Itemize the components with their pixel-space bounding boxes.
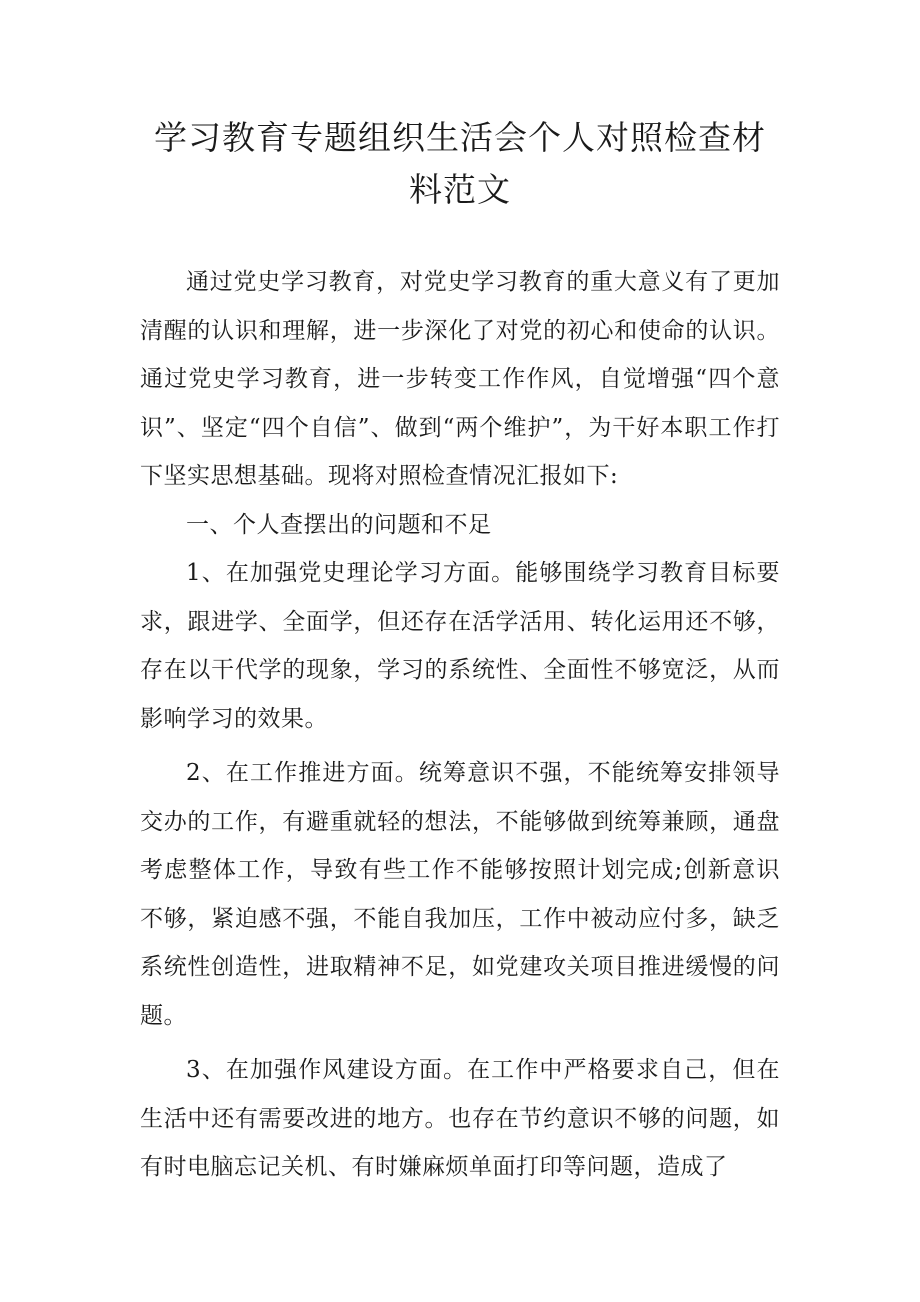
problem-item-2: 2、在工作推进方面。统筹意识不强，不能统筹安排领导交办的工作，有避重就轻的想法，不能够做到统筹兼顾，通盘考虑整体工作，导致有些工作不能够按照计划完成;创新意识不够，紧迫感不强，不能自我加压，工作中被动应付多，缺乏系统性创造性，进取精神不足，如党建攻关项目推进缓慢的问题。: [140, 760, 780, 1029]
document-body: [140, 258, 780, 1192]
section-heading: 一、个人查摆出的问题和不足: [186, 511, 492, 538]
problem-item-1: 1、在加强党史理论学习方面。能够围绕学习教育目标要求，跟进学、全面学，但还存在活学活用、转化运用还不够，存在以干代学的现象，学习的系统性、全面性不够宽泛，从而影响学习的效果。: [140, 560, 780, 732]
problem-item-3: 3、在加强作风建设方面。在工作中严格要求自己，但在生活中还有需要改进的地方。也存在节约意识不够的问题，如有时电脑忘记关机、有时嫌麻烦单面打印等问题，造成了: [140, 1057, 780, 1180]
intro-paragraph: 通过党史学习教育，对党史学习教育的重大意义有了更加清醒的认识和理解，进一步深化了对党的初心和使命的认识。通过党史学习教育，进一步转变工作作风，自觉增强“四个意识”、坚定“四个自信”、做到“两个维护”，为干好本职工作打下坚实思想基础。现将对照检查情况汇报如下:: [140, 269, 780, 489]
document-title: 学习教育专题组织生活会个人对照检查材料范文: [154, 118, 766, 209]
